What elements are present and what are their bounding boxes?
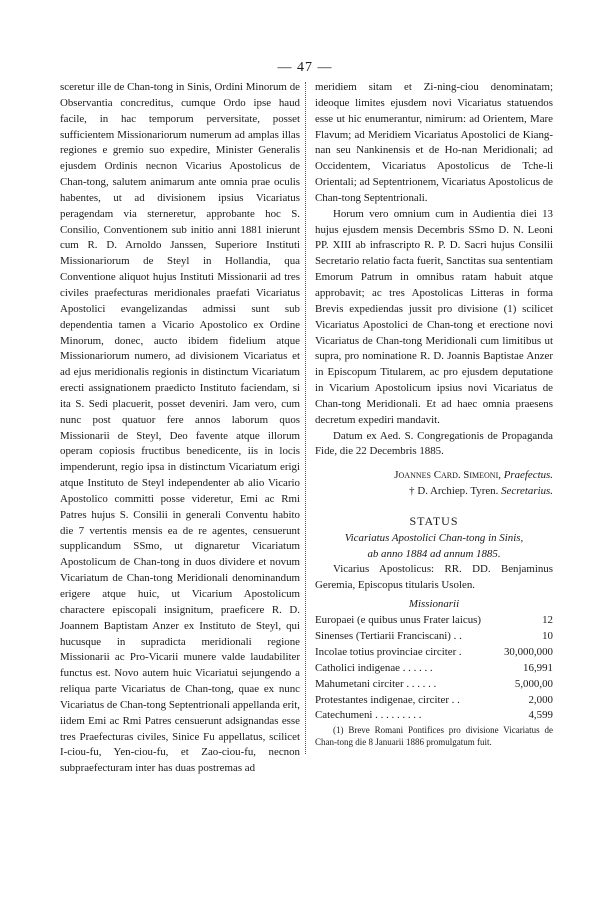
stat-row <box>315 613 553 629</box>
status-subtitle-1: Vicariatus Apostolici Chan-tong in Sinis, <box>344 531 524 544</box>
stat-value: 30,000,000 <box>503 646 553 658</box>
stat-label: Catholici indigenae . . . . . . <box>315 661 433 674</box>
stat-label: Mahumetani circiter . . . . . . <box>315 677 437 690</box>
stat-label: Incolae totius provinciae circiter . <box>315 646 462 658</box>
missionarii-heading: Missionarii <box>408 598 460 611</box>
stat-row <box>315 677 553 693</box>
prefect-name: Joannes Card. Simeoni, <box>394 469 501 482</box>
stat-label: Protestantes indigenae, circiter . . <box>315 693 460 706</box>
stat-value: 5,000,00 <box>514 677 553 690</box>
status-heading: STATUS <box>409 513 459 528</box>
footnote: (1) Breve Romani Pontifices pro divisione Vicariatus de Chan-tong die 8 Januarii 1886 promulgatum fuit. <box>315 725 553 748</box>
stat-value: 2,000 <box>528 693 553 706</box>
stat-row <box>315 693 553 709</box>
right-paragraph-1: meridiem sitam et Zi-ning-ciou denominatam; ideoque limites ejusdem novi Vicariatus statuendos esse ut hic enumerantur, nimirum: ad Orientem, Mare Flavum; ad Meridiem Vicariatus Apostolici de Kiang-nan seu Nankinensis et de Ho-nan Meridionali; ad Occidentem, Vicariatus Apostolicus de Tche-li Orientali; ad Septentrionem, Vicariatus Apostolicus de Chan-tong Septentrionali. <box>315 81 553 204</box>
stat-row <box>315 708 553 724</box>
secretary-title: Secretarius. <box>501 485 553 498</box>
stat-row <box>315 661 553 677</box>
statistics-table <box>315 613 553 724</box>
stat-label: Sinenses (Tertiarii Franciscani) . . <box>315 630 462 643</box>
left-paragraph: sceretur ille de Chan-tong in Sinis, Ordini Minorum de Observantia concreditus, cumque Ordo ipse haud facile, in hac temporum perversitate, posset sufficientem Missionariorum numerum ad amplas illas regiones e gremio suo expedire, Minister Generalis ejusdem Ordinis necnon Vicarius Apostolicus de Chan-tong, salutem animarum ante omnia prae oculis habentes, ut ad divisionem ipsius Vicariatus peragendam via sterneretur, approbante hoc S. Consilio, Conventionem sub initio anni 1881 inierunt cum R. D. Arnoldo Janssen, Superiore Instituti Missionariorum de Steyl in Hollandia, qua Conventione aliquot hujus Instituti Missionarii ad tres civiles praefecturas meridionales praefati Vicariatus Apostolici evangelizandas admissi sunt sub dependentia tamen a Vicario Apostolico ex Ordine Minorum, donec, aucto ibidem fidelium atque Missionariorum numero, ad divisionem Vicariatus et ad ejus meridionalis regionis in distinctum Vicariatum erecti assignationem praedicto Instituto faciendam, si ita S. Sedi placuerit, posset deveniri. Jam vero, cum nunc post quatuor fere annos laborum quos Missionarii de Steyl, Deo favente atque illorum operam copiosis fructibus benedicente, iis in locis impenderunt, regio ipsa in distinctum Vicariatum erigi atque Instituto de Steyl independenter ab alio Vicario Apostolico committi posse videretur, Emi ac Rmi Patres hujus S. Consilii in generali Conventu habito die 7 vertentis mensis ea de re agentes, censuerunt supplicandum SSmo, ut dignaretur Vicariatum Apostolicum de Chan-tong in duos dividere et novum Vicariatum de Chan-tong Meridionali denominandum erigere atque huic, ut Vicarium Apostolicum charactere episcopali insignitum, praeficere R. D. Joannem Baptistam Anzer ex Instituto de Steyl, qui hucusque in supradicta meridionali regione Missionarii ac Pro-Vicarii munere valde laudabiliter functus est. Novo autem huic Vicariatui sejungendo a reliqua parte Vicariatus de Chan-tong, quae ex nunc Vicariatus de Chan-tong Septentrionali appellanda erit, iidem Emi ac Rmi Patres censuerunt adsignandas esse tres Praefecturas civiles, Sinice Fu appellatus, scilicet I-ciou-fu, Yen-ciou-fu, et Zao-ciou-fu, necnon subpraefecturam inter has duas postremas ad <box>60 81 300 775</box>
status-subtitle-2: ab anno 1884 ad annum 1885. <box>367 547 501 560</box>
stat-value: 4,599 <box>528 709 553 722</box>
vicar-apostolic-line: Vicarius Apostolicus: RR. DD. Benjaminus Geremia, Episcopus titularis Usolen. <box>315 562 553 591</box>
left-column <box>60 80 300 777</box>
signature-secretary <box>315 484 553 500</box>
column-divider <box>305 82 306 754</box>
right-paragraph-2: Horum vero omnium cum in Audientia diei 13 hujus ejusdem mensis Decembris SSmo D. N. Leoni PP. XIII ab infrascripto R. P. D. Sacri hujus Consilii Secretario relatio facta fuerit, Sanctitas sua sententiam Emorum Patrum in omnibus ratam habuit atque approbavit; ac tres Apostolicas Litteras in forma Brevis expediendas jussit pro divisione (1) scilicet Vicariatus Apostolici de Chan-tong et erectione novi Vicariatus de Chan-tong Meridionali cum limitibus ut supra, pro nominatione R. D. Joannis Baptistae Anzer in Episcopum Titularem, ac pro ejusdem deputatione in Vicarium Apostolicum ipsius novi Vicariatus de Chan-tong Meridionali. Et ad haec omnia praesens decretum expediri mandavit. <box>315 207 553 426</box>
stat-value: 16,991 <box>523 661 553 674</box>
right-paragraph-3: Datum ex Aed. S. Congregationis de Propaganda Fide, die 22 Decembris 1885. <box>315 429 553 458</box>
stat-label: Europaei (e quibus unus Frater laicus) <box>315 614 482 627</box>
stat-value: 10 <box>542 630 553 643</box>
page-number: — 47 — <box>277 60 333 75</box>
stat-value: 12 <box>542 614 553 627</box>
stat-row <box>315 645 553 661</box>
right-column <box>315 80 553 748</box>
stat-row <box>315 629 553 645</box>
prefect-title: Praefectus. <box>503 469 553 482</box>
signature-prefect <box>315 468 553 484</box>
stat-label: Catechumeni . . . . . . . . . <box>315 709 422 722</box>
secretary-name: † D. Archiep. Tyren. <box>409 485 499 498</box>
